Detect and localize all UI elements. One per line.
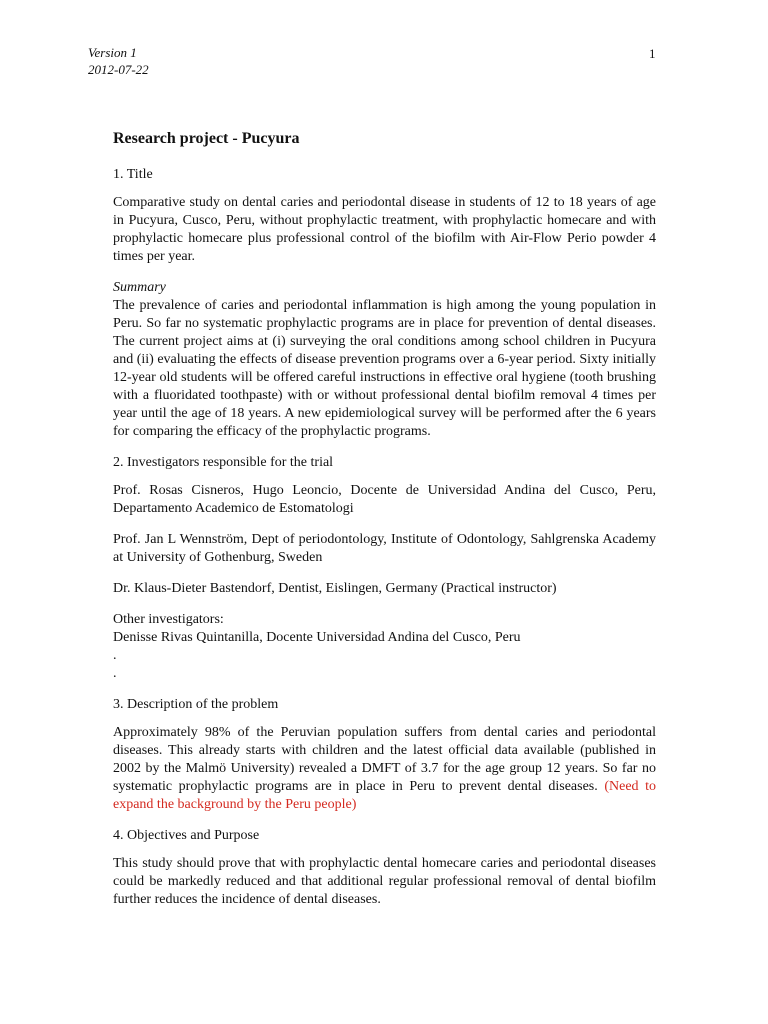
section-4-body: This study should prove that with prophylactic dental homecare caries and periodontal diseases could be markedly reduced and that additional regular professional removal of dental biofilm further reduces the incidence of dental diseases. [113,856,656,907]
section-1-body: Comparative study on dental caries and periodontal disease in students of 12 to 18 years of age in Pucyura, Cusco, Peru, without prophylactic treatment, with prophylactic homecare and with prophylactic homecare plus professional control of the biofilm with Air-Flow Perio powder 4 times per year. [113,195,656,264]
section-1-heading: 1. Title [113,167,153,182]
section-4-heading: 4. Objectives and Purpose [113,828,260,843]
document-title: Research project - Pucyura [113,130,300,147]
section-3-note: (Need to expand the background by the Peru people) [113,779,657,812]
version-label: Version 1 [88,45,137,60]
section-3-text: Approximately 98% of the Peruvian population suffers from dental caries and periodontal diseases. This already starts with children and the latest official data available (published in 2002 by the Malmö University) revealed a DMFT of 3.7 for the age group 12 years. So far no systematic prophylactic programs are in place in Peru to prevent dental diseases. [113,725,656,794]
placeholder-dot-1: . [113,648,117,663]
other-investigators-label: Other investigators: [113,612,224,627]
summary-body: The prevalence of caries and periodontal inflammation is high among the young population in Peru. So far no systematic prophylactic programs are in place for prevention of dental diseases. The current project aims at (i) surveying the oral conditions among school children in Pucyura and (ii) evaluating the effects of disease prevention programs over a 6-year period. Sixty initially 12-year old students will be offered careful instructions in effective oral hygiene (tooth brushing with a fluoridated toothpaste) with or without professional dental biofilm removal 4 times per year until the age of 18 years. A new epidemiological survey will be performed after the 6 years for comparing the efficacy of the prophylactic programs. [113,298,656,439]
investigator-3: Dr. Klaus-Dieter Bastendorf, Dentist, Eislingen, Germany (Practical instructor) [113,581,557,596]
section-3-heading: 3. Description of the problem [113,697,279,712]
page-number: 1 [649,46,656,61]
investigator-1: Prof. Rosas Cisneros, Hugo Leoncio, Docente de Universidad Andina del Cusco, Peru, Departamento Academico de Estomatologi [113,483,656,516]
section-2-heading: 2. Investigators responsible for the trial [113,455,334,470]
investigator-2: Prof. Jan L Wennström, Dept of periodontology, Institute of Odontology, Sahlgrenska Academy at University of Gothenburg, Sweden [113,532,656,565]
placeholder-dot-2: . [113,666,117,681]
section-3-body [113,724,656,814]
date-label: 2012-07-22 [88,62,149,77]
document-body [113,130,656,922]
page-header [88,44,149,78]
other-investigator-1: Denisse Rivas Quintanilla, Docente Universidad Andina del Cusco, Peru [113,630,521,645]
summary-heading: Summary [113,280,166,295]
